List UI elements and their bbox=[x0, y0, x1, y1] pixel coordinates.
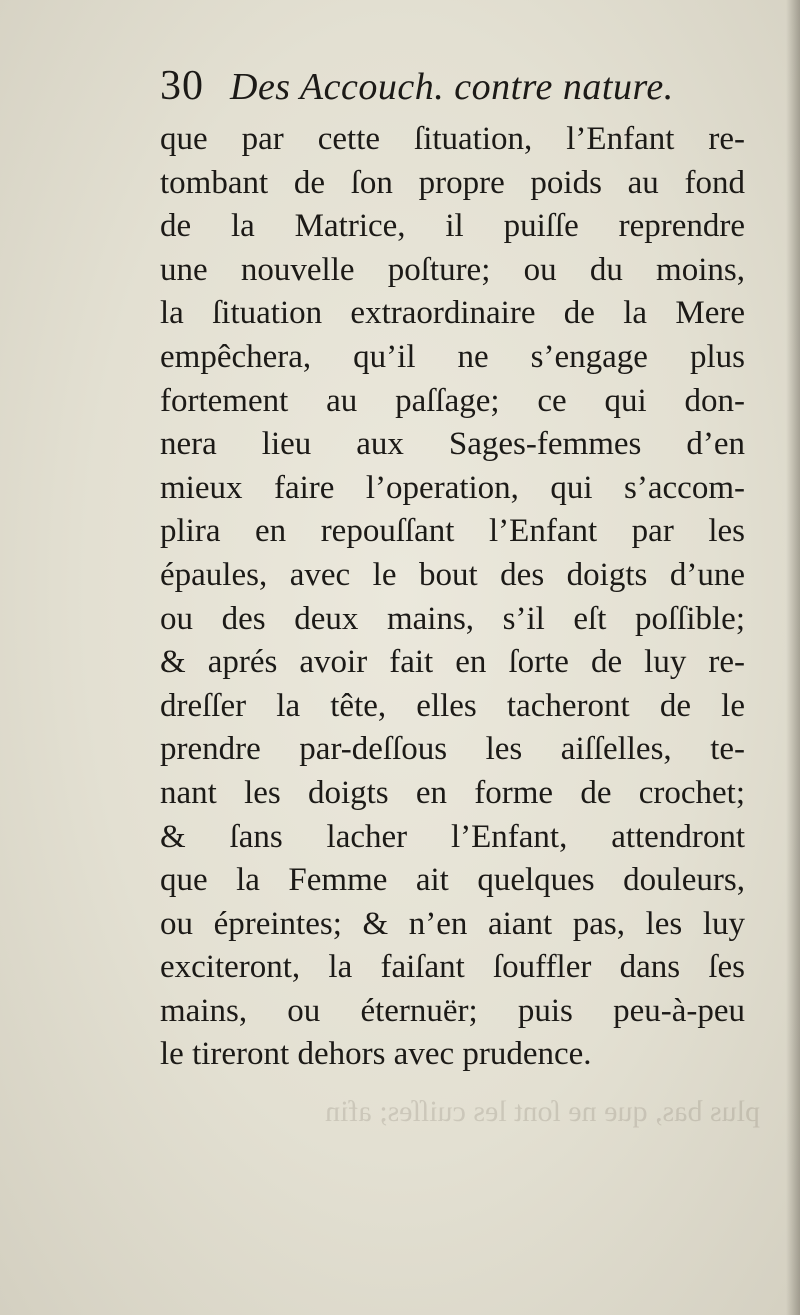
text-line: épaules, avec le bout des doigts d’une bbox=[160, 556, 745, 593]
text-line: la ſituation extraordinaire de la Mere bbox=[160, 295, 745, 332]
page-edge-shadow bbox=[786, 0, 800, 1315]
text-line: prendre par-deſſous les aiſſelles, te- bbox=[160, 731, 745, 768]
text-line: que par cette ſituation, l’Enfant re- bbox=[160, 121, 745, 157]
text-line: une nouvelle poſture; ou du moins, bbox=[160, 251, 745, 288]
text-line: exciteront, la faiſant ſouffler dans ſes bbox=[160, 949, 745, 986]
text-line: nant les doigts en forme de crochet; bbox=[160, 774, 745, 811]
text-line: ou épreintes; & n’en aiant pas, les luy bbox=[160, 905, 745, 942]
text-line: tombant de ſon propre poids au fond bbox=[160, 164, 745, 201]
text-line: fortement au paſſage; ce qui don- bbox=[160, 382, 745, 419]
text-line: mieux faire l’operation, qui s’accom- bbox=[160, 469, 745, 506]
text-line: de la Matrice, il puiſſe reprendre bbox=[160, 208, 745, 245]
text-line: ou des deux mains, s’il eſt poſſible; bbox=[160, 600, 745, 637]
text-line: empêchera, qu’il ne s’engage plus bbox=[160, 338, 745, 375]
page-header bbox=[160, 62, 760, 122]
text-line: plira en repouſſant l’Enfant par les bbox=[160, 513, 745, 550]
bleed-through-text: plus bas, que ne ſont les cuiſſes; afin bbox=[325, 1095, 760, 1128]
body-text bbox=[160, 118, 745, 1077]
text-line: nera lieu aux Sages-femmes d’en bbox=[160, 426, 745, 463]
text-line: & aprés avoir fait en ſorte de luy re- bbox=[160, 644, 745, 681]
text-line: dreſſer la tête, elles tacheront de le bbox=[160, 687, 745, 724]
text-line: mains, ou éternuër; puis peu-à-peu bbox=[160, 992, 745, 1029]
text-line: & ſans lacher l’Enfant, attendront bbox=[160, 818, 745, 855]
page-number: 30 bbox=[160, 63, 204, 109]
running-title: Des Accouch. contre nature. bbox=[230, 66, 674, 108]
text-line: que la Femme ait quelques douleurs, bbox=[160, 862, 745, 899]
text-line-last: le tireront dehors avec prudence. bbox=[160, 1036, 592, 1073]
